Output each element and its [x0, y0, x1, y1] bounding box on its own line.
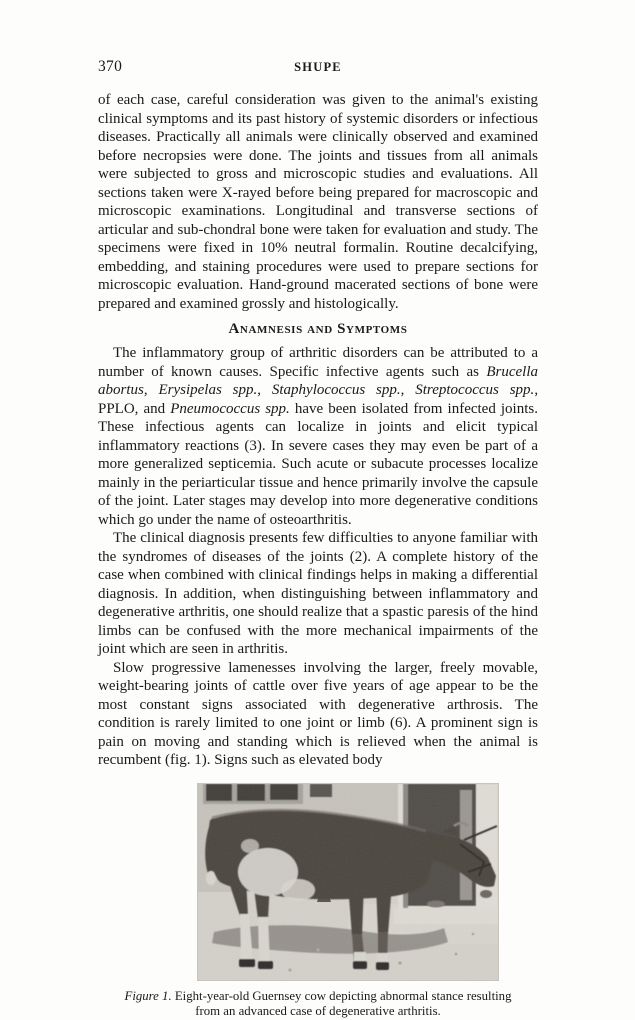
- section-heading: Anamnesis and Symptoms: [228, 321, 408, 337]
- figure-1: [98, 784, 538, 1020]
- figure-photo: [198, 784, 498, 980]
- paragraph-methods: of each case, careful consideration was given to the animal's existing clinical symptoms and its past history of systemic disorders or infectious diseases. Practically all animals were clinically observed and examined before necropsies were done. The joints and tissues from all animals were subjected to gross and microscopic studies and evaluations. All sections taken were X-rayed before being prepared for macroscopic and microscopic examinations. Longitudinal and transverse sections of articular and sub-chondral bone were taken for evaluation and study. The specimens were fixed in 10% neutral formalin. Routine decalcifying, embedding, and staining procedures were used to prepare sections for microscopic evaluation. Hand-ground macerated sections of bone were prepared and examined grossly and histologically.: [98, 92, 538, 312]
- running-head: SHUPE: [294, 60, 342, 74]
- paragraph-inflammatory: The inflammatory group of arthritic disorders can be attributed to a number of known causes. Specific infective agents such as Brucella abortus, Erysipelas spp., Staphylococcus spp., Streptococcus spp., PPLO, and Pneumococcus spp. have been isolated from infected joints. These infectious agents can localize in joints and elicit typical inflammatory reactions (3). In severe cases they may even be part of a more generalized septicemia. Such acute or subacute processes localize mainly in the periarticular tissue and hence primarily involve the capsule of the joint. Later stages may develop into more degenerative conditions which go under the name of osteoarthritis.: [98, 345, 539, 528]
- cow-photo-illustration: [198, 784, 498, 980]
- page-content: [98, 58, 538, 1020]
- page-number: 370: [98, 58, 123, 75]
- figure-caption: Figure 1. Eight-year-old Guernsey cow depicting abnormal stance resulting from an advanced case of degenerative arthritis.: [124, 988, 512, 1018]
- photo-grain: [198, 784, 498, 980]
- paragraph-diagnosis: The clinical diagnosis presents few difficulties to anyone familiar with the syndromes of diseases of the joints (2). A complete history of the case when combined with clinical findings helps in making a differential diagnosis. In addition, when distinguishing between inflammatory and degenerative arthritis, one should realize that a spastic paresis of the hind limbs can be confused with the more mechanical impairments of the joint which are seen in arthritis.: [98, 530, 538, 657]
- page-header: [98, 58, 538, 78]
- paragraph-lameness: Slow progressive lamenesses involving the larger, freely movable, weight-bearing joints of cattle over five years of age appear to be the most constant signs associated with degenerative arthrosis. The condition is rarely limited to one joint or limb (6). A prominent sign is pain on moving and standing which is relieved when the animal is recumbent (fig. 1). Signs such as elevated body: [98, 659, 538, 768]
